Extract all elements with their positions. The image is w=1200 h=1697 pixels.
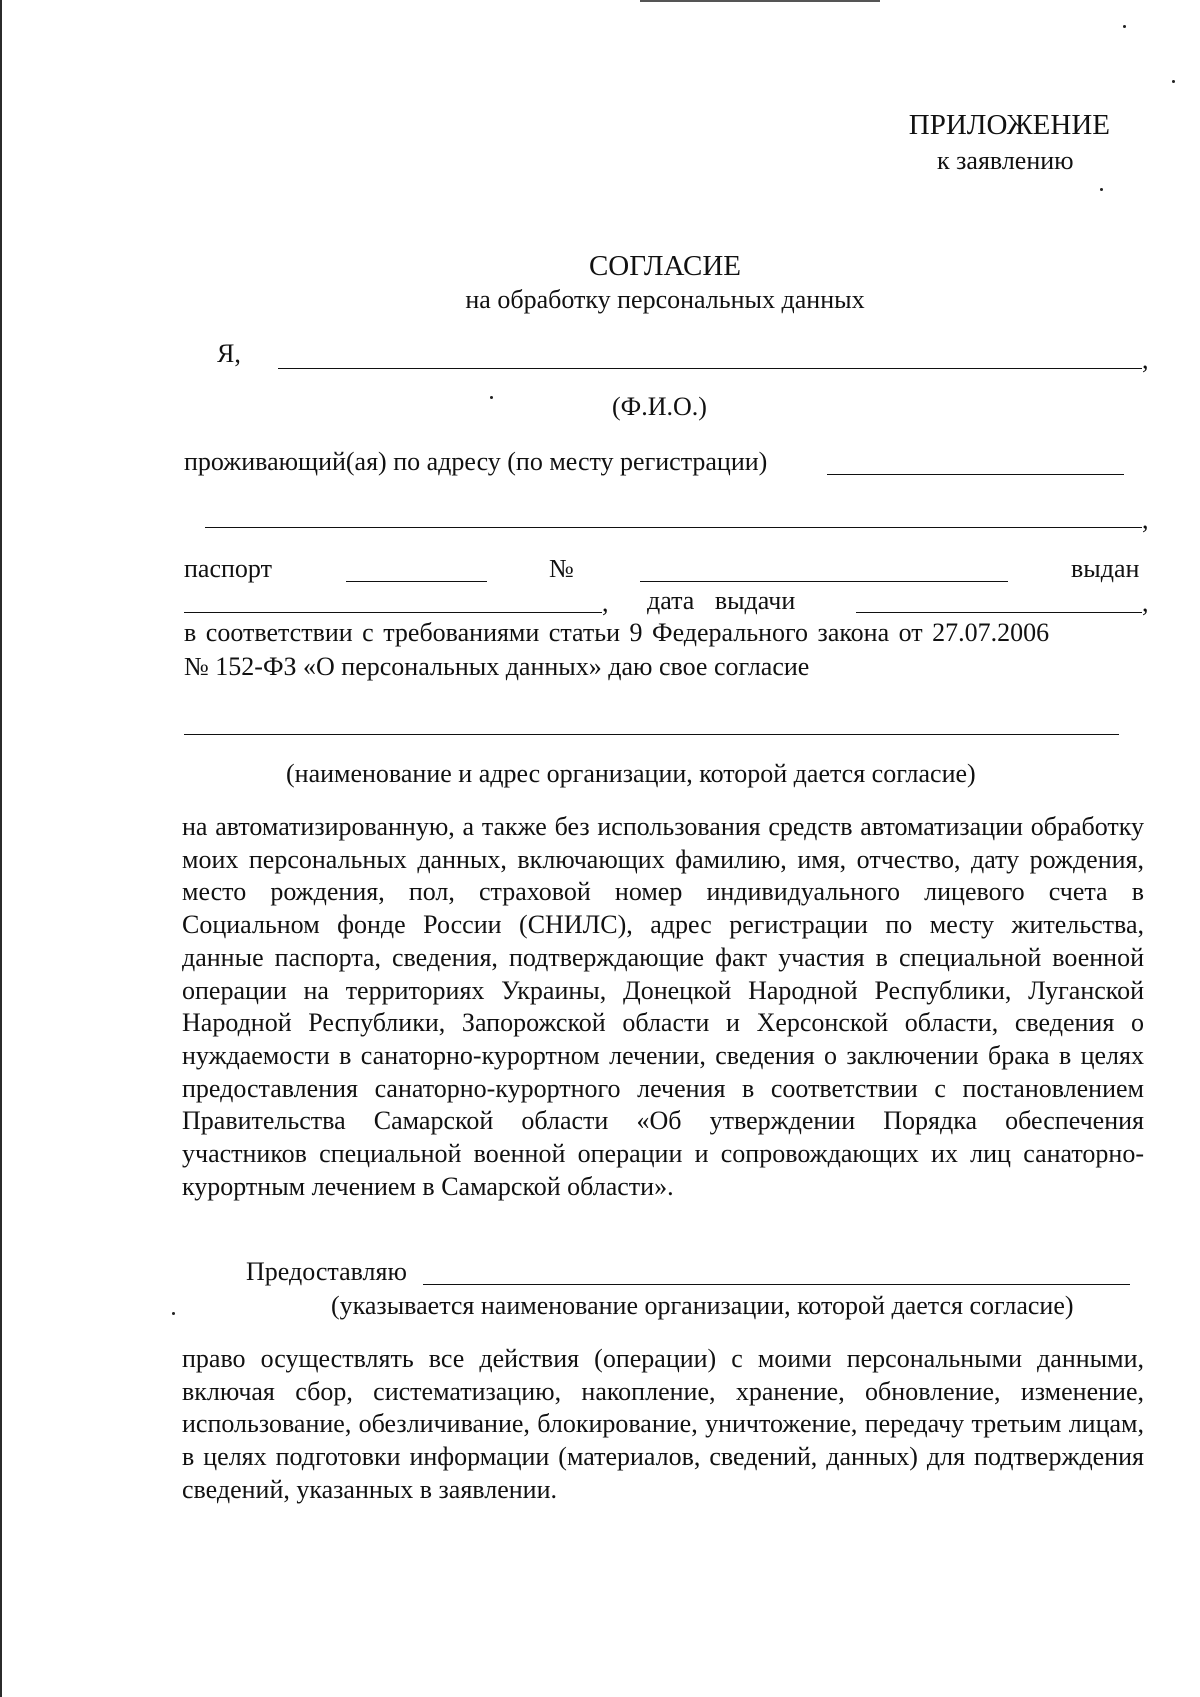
fio-caption: (Ф.И.О.) (612, 392, 707, 421)
provide-label: Предоставляю (246, 1257, 407, 1286)
scan-speck (1123, 25, 1126, 28)
document-subtitle: на обработку персональных данных (465, 285, 865, 314)
passport-series-line[interactable] (346, 581, 487, 582)
document-title: СОГЛАСИЕ (588, 250, 742, 282)
fio-field-line[interactable] (278, 368, 1142, 369)
consent-paragraph: на автоматизированную, а также без использования средств автоматизации обработку моих персональных данных, включающих фамилию, имя, отчество, дату рождения, место рождения, пол, страховой номер индивидуального лицевого счета в Социальном фонде России (СНИЛС), адрес регистрации по месту жительства, данные паспорта, сведения, подтверждающие факт участия в специальной военной операции на территориях Украины, Донецкой Народной Республики, Луганской Народной Республики, Запорожской области и Херсонской области, сведения о нуждаемости в санаторно-курортном лечении, сведения о заключении брака в целях предоставления санаторно-курортного лечения в соответствии с постановлением Правительства Самарской области «Об утверждении Порядка обеспечения участников специальной военной операции и сопровождающих их лиц санаторно-курортным лечением в Самарской области». (182, 812, 1144, 1201)
comma: , (602, 588, 609, 617)
address-field-line-2[interactable] (205, 527, 1142, 528)
passport-label: паспорт (184, 554, 272, 583)
rights-paragraph: право осуществлять все действия (операции) с моими персональными данными, включая сбор, систематизацию, накопление, хранение, обновление, изменение, использование, обезличивание, блокирование, уничтожение, передачу третьим лицам, в целях подготовки информации (материалов, сведений, данных) для подтверждения сведений, указанных в заявлении. (182, 1344, 1144, 1504)
law-reference: в соответствии с требованиями статьи 9 Федерального закона от 27.07.2006 (184, 618, 1050, 647)
issue-date-line[interactable] (856, 612, 1142, 613)
address-label: проживающий(ая) по адресу (по месту регистрации) (184, 447, 768, 476)
issued-by-line[interactable] (184, 612, 602, 613)
organization-caption: (наименование и адрес организации, которой дается согласие) (286, 759, 976, 788)
provide-field-line[interactable] (423, 1284, 1130, 1285)
address-field-line[interactable] (827, 474, 1124, 475)
appendix-title: ПРИЛОЖЕНИЕ (908, 109, 1110, 141)
passport-number-line[interactable] (640, 581, 1008, 582)
scan-speck (1100, 188, 1103, 191)
number-sign: № (549, 554, 574, 583)
scan-speck (490, 396, 493, 399)
scan-speck (1172, 80, 1175, 83)
appendix-subtitle: к заявлению (937, 146, 1074, 175)
organization-field-line[interactable] (184, 734, 1119, 735)
law-reference-2: № 152-ФЗ «О персональных данных» даю свое согласие (184, 652, 810, 681)
provide-caption: (указывается наименование организации, которой дается согласие) (331, 1291, 1074, 1320)
scan-top-mark (640, 0, 880, 2)
issue-date-label: дата выдачи (647, 586, 796, 615)
issued-label: выдан (1071, 554, 1140, 583)
comma: , (1142, 345, 1149, 374)
comma: , (1142, 505, 1149, 534)
i-label: Я, (217, 339, 241, 368)
scan-speck (172, 1312, 175, 1315)
comma: , (1142, 588, 1149, 617)
